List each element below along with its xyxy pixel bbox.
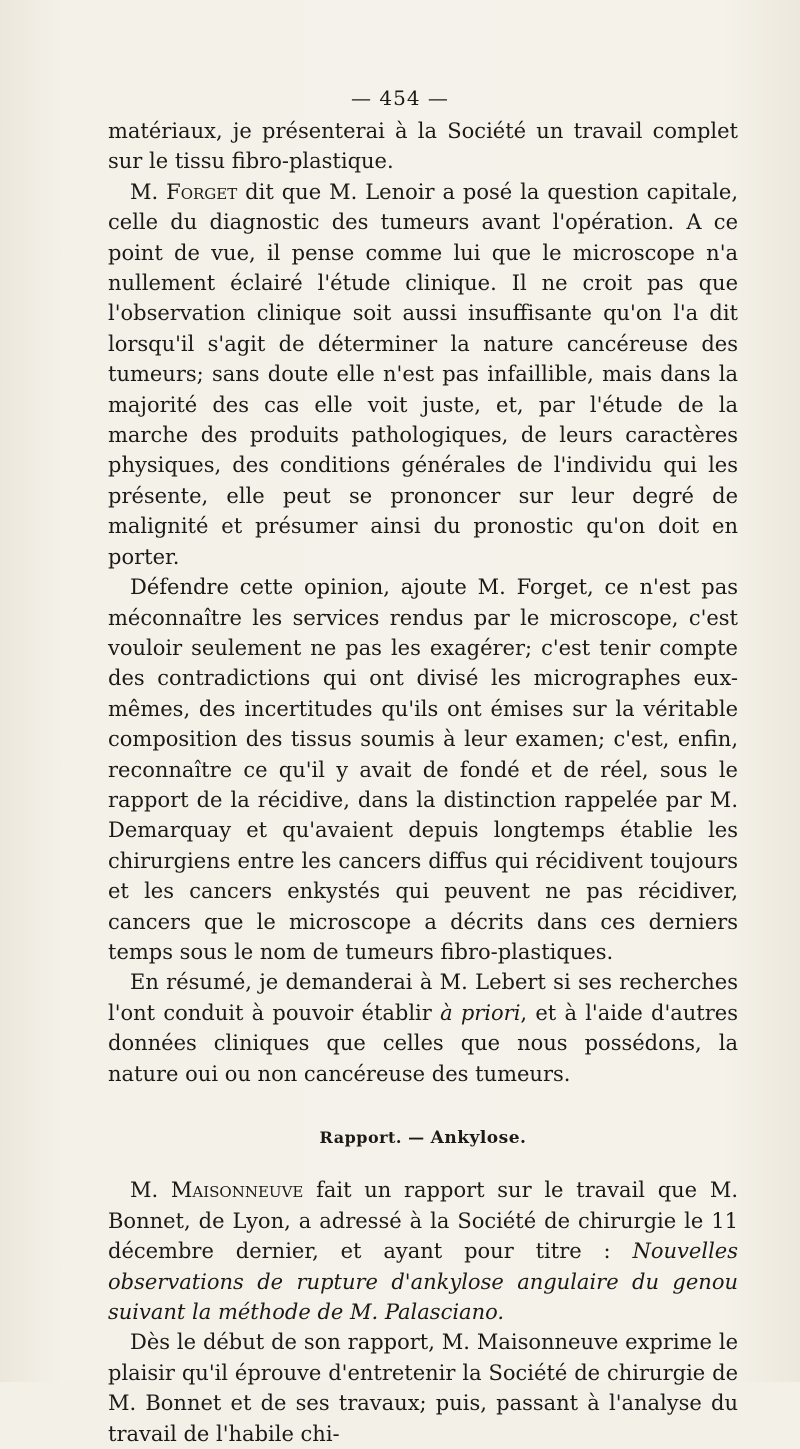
paragraph-1: matériaux, je présenterai à la Société un travail complet sur le tissu fibro-plastique. [108,119,738,174]
section-title-separator: — [402,1128,431,1147]
speaker-maisonneuve: M. Maisonneuve [130,1178,304,1203]
paragraph-5-title-italic: Nouvelles observations de rupture d'ankylose angulaire du genou suivant la méthode de [108,1239,738,1325]
paragraph-2-text: dit que M. Lenoir a posé la question capitale, celle du diagnostic des tumeurs avant l'opération. A ce point de vue, il pense comme lui que le microscope n'a nullement éclairé l'étude clinique. Il ne croit pas que l'observation clinique soit aussi insuffisante qu'on l'a dit lorsqu'il s'agit de déterminer la nature cancéreuse des tumeurs; sans doute elle n'est pas infaillible, mais dans la majorité des cas elle voit juste, et, par l'étude de la marche des produits pathologiques, de leurs caractères physiques, des conditions générales de l'individu qui les présente, elle peut se prononcer sur leur degré de malignité et présumer ainsi du pronostic qu'on doit en porter. [108,179,739,569]
paragraph-6: Dès le début de son rapport, M. Maisonneuve exprime le plaisir qu'il éprouve d'entretenir la Société de chirurgie de M. Bonnet et de ses travaux; puis, passant à l'analyse du travail de l'habile chi- [108,1330,738,1446]
section-title-ankylose: Ankylose. [430,1128,527,1148]
paragraph-4-italic: à priori [440,1000,521,1025]
section-title [108,1123,738,1153]
paragraph-2 [108,177,738,572]
page-number: — 454 — [351,86,449,110]
paragraph-4-text-a: En résumé, je demanderai à M. Lebert si ses recherches l'ont conduit à pouvoir établir [108,970,738,1025]
paragraph-4-text-b: , et à l'aide d'autres données cliniques que celles que nous possédons, la nature oui ou non cancéreuse des tumeurs. [108,1000,738,1086]
paragraph-5-title-italic-end: M. Palasciano. [350,1300,505,1325]
paragraph-3: Défendre cette opinion, ajoute M. Forget, ce n'est pas méconnaître les services rendus par le microscope, c'est vouloir seulement ne pas les exagérer; c'est tenir compte des contradictions qui ont divisé les micrographes eux-mêmes, des incertitudes qu'ils ont émises sur la véritable composition des tissus soumis à leur examen; c'est, enfin, reconnaître ce qu'il y avait de fondé et de réel, sous le rapport de la récidive, dans la distinction rappelée par M. Demarquay et qu'avaient depuis longtemps établie les chirurgiens entre les cancers diffus qui récidivent toujours et les cancers enkystés qui peuvent ne pas récidiver, cancers que le microscope a décrits dans ces derniers temps sous le nom de tumeurs fibro-plastiques. [108,575,738,964]
section-title-rapport: Rapport. [319,1128,402,1147]
speaker-forget: M. Forget [130,179,238,204]
paragraph-4 [108,967,738,1089]
paragraph-5 [108,1175,738,1327]
body-text [108,116,738,1449]
paragraph-5-text: fait un rapport sur le travail que M. Bonnet, de Lyon, a adressé à la Société de chirurgie le 11 décembre dernier, et ayant pour titre : [108,1178,739,1264]
